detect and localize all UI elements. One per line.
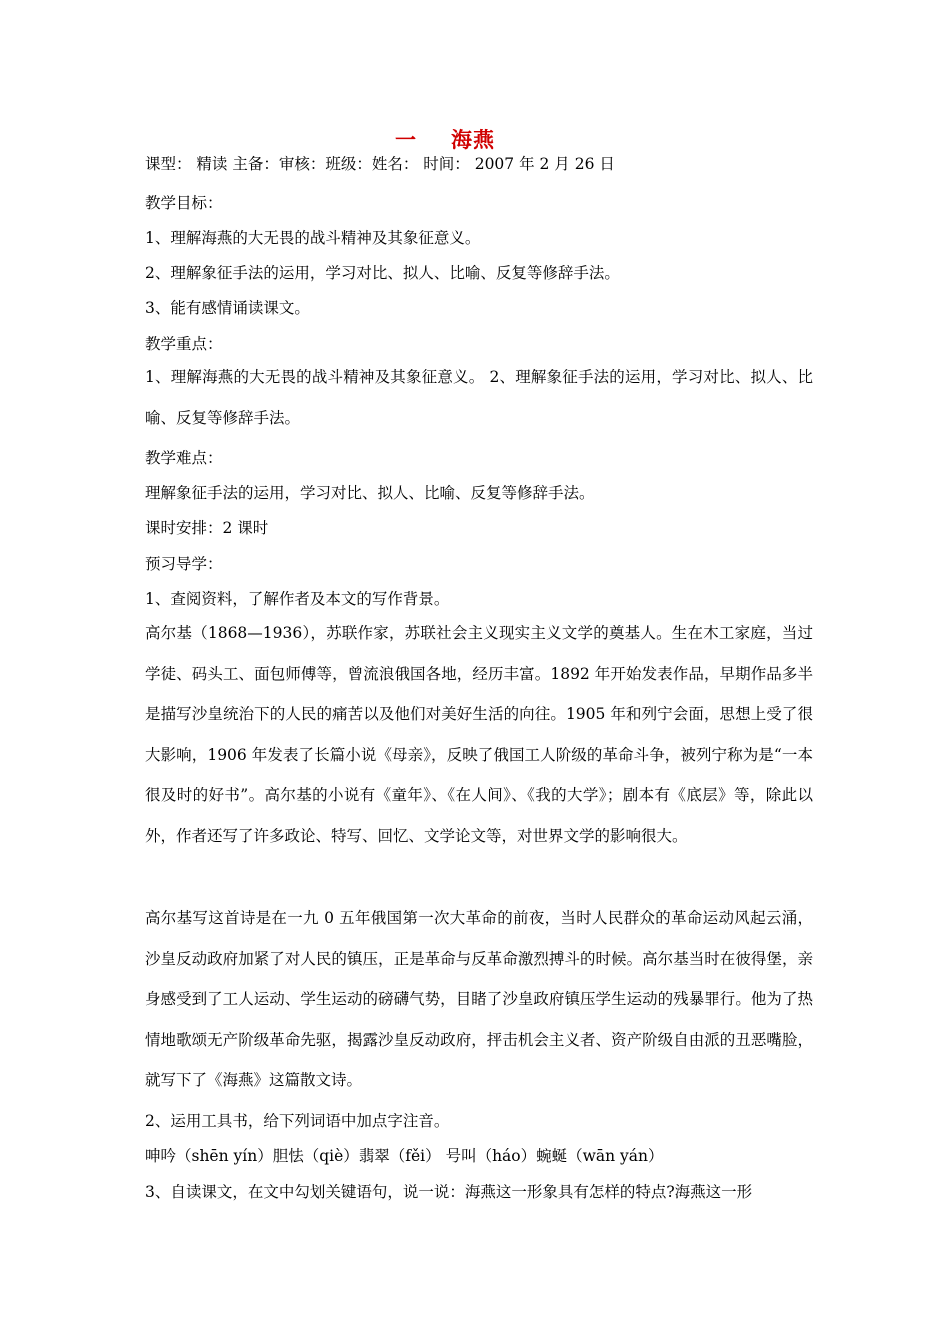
lesson-title xyxy=(145,124,745,154)
difficulties-heading: 教学难点： xyxy=(145,449,223,467)
schedule-text: 课时安排：2 课时 xyxy=(145,519,269,537)
lesson-meta: 课型： 精读 主备：审核：班级：姓名： 时间： 2007 年 2 月 26 日 xyxy=(145,155,615,173)
pinyin-line: 呻吟（shēn yín）胆怯（qiè）翡翠（fěi） 号叫（háo）蜿蜒（wān yán） xyxy=(145,1147,664,1165)
preview-task-3: 3、自读课文，在文中勾划关键语句，说一说：海燕这一形象具有怎样的特点?海燕这一形 xyxy=(145,1183,753,1201)
preview-task-2: 2、运用工具书，给下列词语中加点字注音。 xyxy=(145,1112,450,1130)
objective-item: 2、理解象征手法的运用，学习对比、拟人、比喻、反复等修辞手法。 xyxy=(145,264,620,282)
background-paragraph: 高尔基写这首诗是在一九 0 五年俄国第一次大革命的前夜，当时人民群众的革命运动风起云涌，沙皇反动政府加紧了对人民的镇压，正是革命与反革命激烈搏斗的时候。高尔基当时在彼得堡，亲身感受到了工人运动、学生运动的磅礴气势，目睹了沙皇政府镇压学生运动的残暴罪行。他为了热情地歌颂无产阶级革命先驱，揭露沙皇反动政府，抨击机会主义者、资产阶级自由派的丑恶嘴脸，就写下了《海燕》这篇散文诗。 xyxy=(145,909,813,1089)
key-points-text: 1、理解海燕的大无畏的战斗精神及其象征意义。 2、理解象征手法的运用，学习对比、拟人、比喻、反复等修辞手法。 xyxy=(145,368,813,427)
gorky-bio-paragraph: 高尔基（1868—1936），苏联作家，苏联社会主义现实主义文学的奠基人。生在木工家庭，当过学徒、码头工、面包师傅等，曾流浪俄国各地，经历丰富。1892 年开始发表作品，早期作品多半是描写沙皇统治下的人民的痛苦以及他们对美好生活的向往。1905 年和列宁会面，思想上受了很大影响，1906 年发表了长篇小说《母亲》，反映了俄国工人阶级的革命斗争，被列宁称为是“一本很及时的好书”。高尔基的小说有《童年》、《在人间》、《我的大学》；剧本有《底层》等，除此以外，作者还写了许多政论、特写、回忆、文学论文等，对世界文学的影响很大。 xyxy=(145,624,813,845)
objectives-heading: 教学目标： xyxy=(145,194,223,212)
objective-item: 1、理解海燕的大无畏的战斗精神及其象征意义。 xyxy=(145,229,481,247)
preview-task-1: 1、查阅资料，了解作者及本文的写作背景。 xyxy=(145,590,450,608)
lesson-number: 一 xyxy=(395,127,417,152)
objective-item: 3、能有感情诵读课文。 xyxy=(145,299,310,317)
preview-heading: 预习导学： xyxy=(145,555,223,573)
difficulties-text: 理解象征手法的运用，学习对比、拟人、比喻、反复等修辞手法。 xyxy=(145,484,595,502)
lesson-title-text: 海燕 xyxy=(451,127,495,152)
key-points-heading: 教学重点： xyxy=(145,335,223,353)
